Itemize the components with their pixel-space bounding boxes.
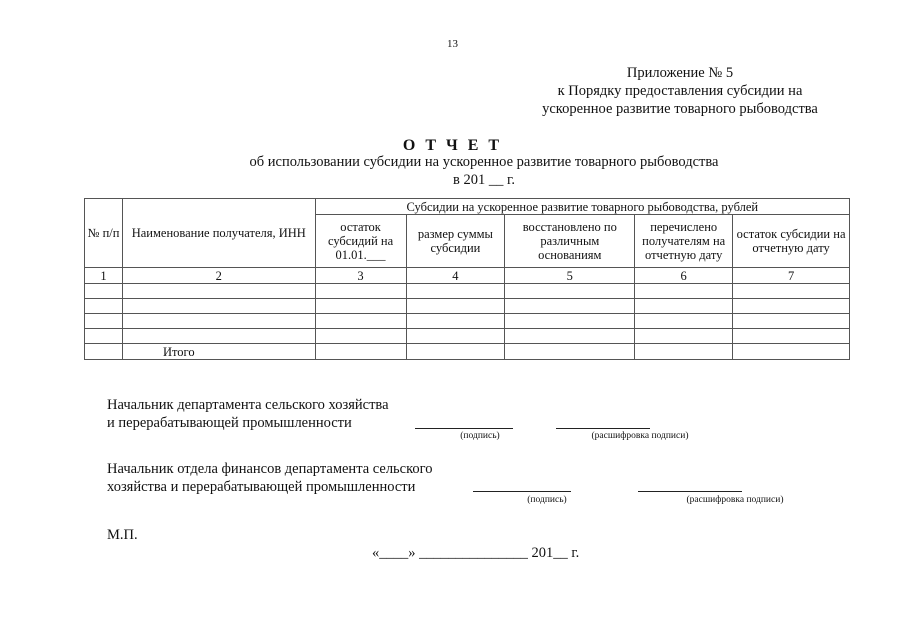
table-row (85, 329, 850, 344)
column-number: 1 (85, 268, 123, 284)
header-recipient: Наименование получателя, ИНН (122, 199, 315, 268)
appendix-line-1: Приложение № 5 (626, 65, 734, 81)
header-balance-start: остаток субсидий на 01.01.___ (315, 215, 406, 268)
column-number: 2 (122, 268, 315, 284)
signatory-1 (107, 396, 389, 432)
header-restored: восстановлено по различным основаниям (505, 215, 635, 268)
header-subsidy-amount: размер суммы субсидии (406, 215, 505, 268)
page-number: 13 (447, 38, 458, 50)
signature-line (473, 491, 571, 492)
decoding-caption: (расшифровка подписи) (591, 431, 689, 441)
header-transferred: перечислено получателям на отчетную дату (635, 215, 733, 268)
column-numbers-row (85, 268, 850, 284)
table-row (85, 299, 850, 314)
signatory-1-line-1: Начальник департамента сельского хозяйства (107, 397, 389, 413)
table-row (85, 284, 850, 299)
table-row (85, 314, 850, 329)
column-number: 5 (505, 268, 635, 284)
signatory-2-line-2: хозяйства и перерабатывающей промышленности (107, 479, 416, 495)
report-subtitle-line-2: в 201 __ г. (453, 172, 515, 188)
appendix-header (520, 64, 840, 118)
report-title: О Т Ч Е Т (402, 137, 503, 154)
signature-caption: (подпись) (527, 495, 567, 505)
report-subtitle-line-1: об использовании субсидии на ускоренное развитие товарного рыбоводства (249, 154, 719, 170)
column-number: 7 (733, 268, 850, 284)
decoding-caption: (расшифровка подписи) (686, 495, 784, 505)
header-no: № п/п (85, 199, 123, 268)
stamp-place: М.П. (107, 527, 138, 543)
column-number: 4 (406, 268, 505, 284)
report-subtitle (0, 153, 905, 189)
total-label: Итого (122, 344, 315, 360)
signature-caption: (подпись) (460, 431, 500, 441)
column-number: 6 (635, 268, 733, 284)
signatory-1-line-2: и перерабатывающей промышленности (107, 415, 352, 431)
signatory-2 (107, 460, 433, 496)
appendix-line-2: к Порядку предоставления субсидии на (557, 83, 803, 99)
header-balance-report: остаток субсидии на отчетную дату (733, 215, 850, 268)
report-table (84, 198, 850, 360)
header-subsidy-group: Субсидии на ускоренное развитие товарного рыбоводства, рублей (315, 199, 849, 215)
total-row (85, 344, 850, 360)
appendix-line-3: ускоренное развитие товарного рыбоводства (542, 101, 818, 117)
date-line: «____» _______________ 201__ г. (372, 545, 580, 561)
decoding-line (638, 491, 742, 492)
signature-line (415, 428, 513, 429)
signatory-2-line-1: Начальник отдела финансов департамента сельского (107, 461, 433, 477)
decoding-line (556, 428, 650, 429)
column-number: 3 (315, 268, 406, 284)
